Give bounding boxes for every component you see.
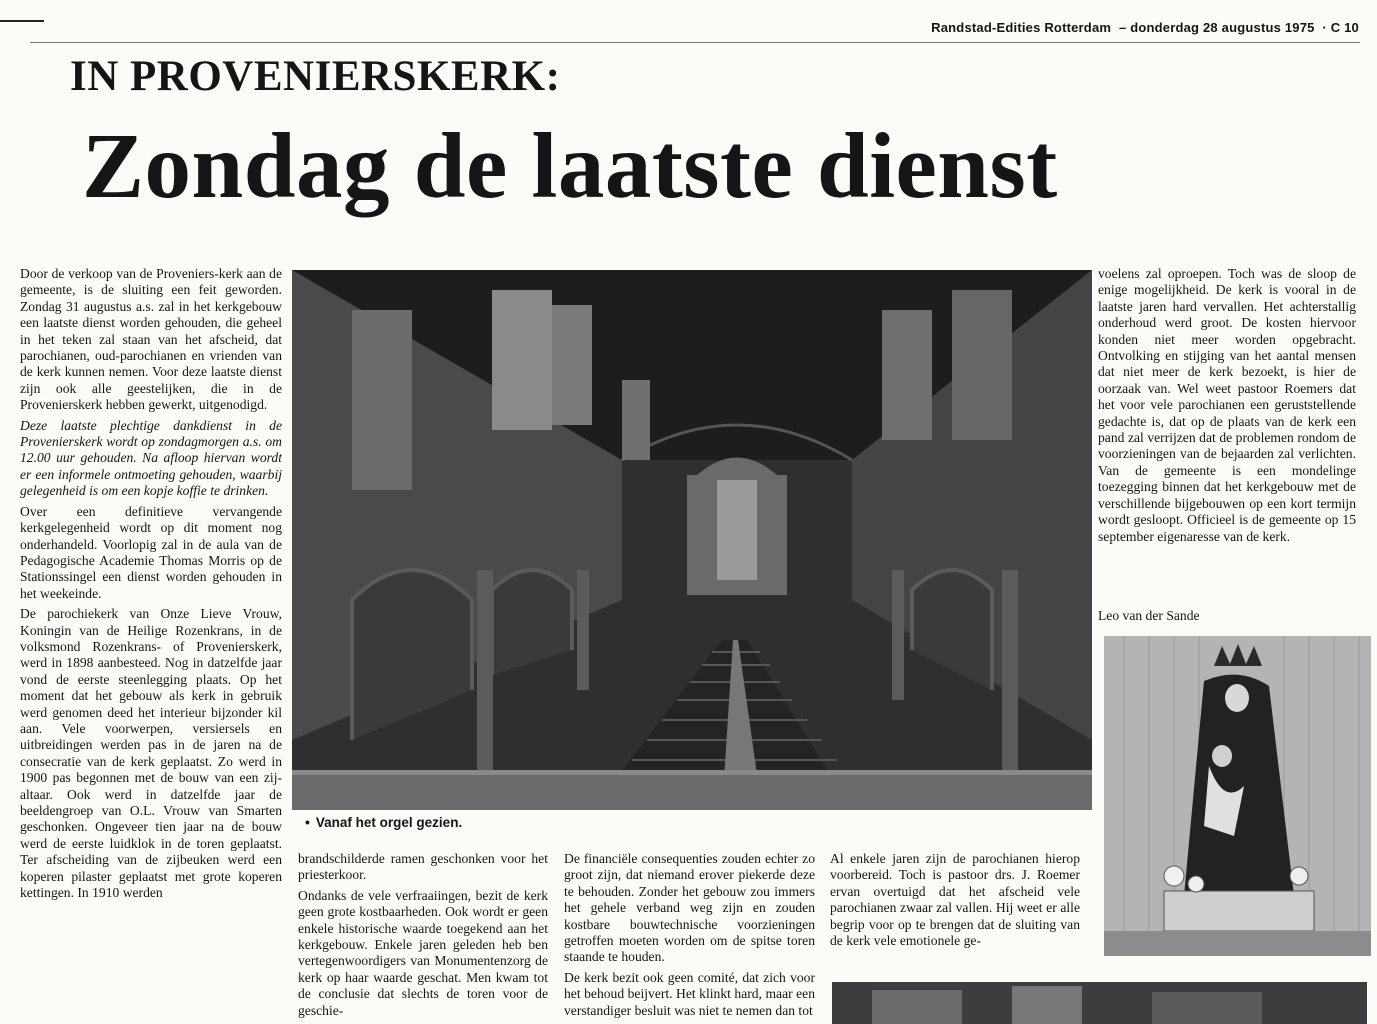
dateline: [927, 20, 1359, 35]
paragraph-italic: Deze laatste plechtige dankdienst in de Provenierskerk wordt op zondagmorgen a.s. om 12.00 uur gehouden. Na afloop hiervan wordt er een informele ontmoeting gehouden, waarbij gelegenheid is om een kopje koffie te drinken.: [20, 417, 282, 499]
article-column-3: [564, 851, 815, 1024]
statue-image: [1104, 636, 1371, 956]
paragraph: Door de verkoop van de Proveniers-kerk aan de gemeente, is de sluiting een feit geworden. Zondag 31 augustus a.s. zal in het kerkgebouw een laatste dienst worden gehouden, die geheel in het teken zal staan van het afscheid, dat parochianen, oud-parochianen en vrienden van de kerk kunnen nemen. Voor deze laatste dienst zijn ook alle geestelijken, die in de Provenierskerk hebben gewerkt, uitgenodigd.: [20, 266, 282, 413]
header-rule: [30, 42, 1360, 43]
corner-mark: [0, 20, 44, 22]
caption-bullet: •: [305, 814, 310, 830]
paragraph: voelens zal oproepen. Toch was de sloop de enige mogelijkheid. De kerk is vooral in de laatste jaren hard vervallen. Het achterstallig onderhoud werd groot. De kosten hiervoor konden niet meer worden opgebracht. Ontvolking en stijging van het aantal mensen dat niet meer de kerk bezoekt, is hier de oorzaak van. Wel weet pastoor Roemers dat het voor vele parochianen een geruststellende gedachte is, dat op de plaats van de kerk een pand zal verrijzen dat de problemen rondom de voorzieningen van de bejaarden zal verlichten. Van de gemeente is een mondelinge toezegging binnen dat het kerkgebouw met de verschillende bijgebouwen op een kort termijn wordt gesloopt. Officieel is de gemeente op 15 september eigenaresse van de kerk.: [1098, 266, 1356, 544]
paragraph: De kerk bezit ook geen comité, dat zich voor het behoud beijvert. Het klinkt hard, maar een verstandiger besluit was niet te nemen dan tot: [564, 969, 815, 1018]
caption-text: Vanaf het orgel gezien.: [315, 815, 463, 830]
article-column-2: [298, 851, 548, 1024]
paragraph: De parochiekerk van Onze Lieve Vrouw, Koningin van de Heilige Rozenkrans, in de volksmond Rozenkrans- of Provenierskerk, werd in 1898 aanbesteed. Nog in datzelfde jaar vond de eerste steenlegging plaats. Op het moment dat het gebouw als kerk in gebruik werd genomen deed het interieur bijzonder kil aan. Vele voorwerpen, versiersels en uitbreidingen werden pas in de jaren na de consecratie van de kerk geplaatst. Zo werd in 1900 pas begonnen met de bouw van een zij-altaar. Ook werd in datzelfde jaar de beeldengroep van O.L. Vrouw van Smarten geschonken. Ongeveer tien jaar na de bouw werd de eerste luidklok in de toren geplaatst. Ter afscheiding van de zijbeuken werd een koperen pilaster geplaatst met grote koperen kettingen. In 1910 werden: [20, 606, 282, 901]
photo-bottom-partial: [832, 982, 1367, 1024]
paragraph: Al enkele jaren zijn de parochianen hierop voorbereid. Toch is pastoor drs. J. Roemer ervan overtuigd dat het afscheid vele parochianen zwaar zal vallen. Hij weet er alle begrip voor op te brengen dat de sluiting van de kerk vele emotionele ge-: [830, 851, 1080, 949]
church-interior-image: [292, 270, 1092, 810]
photo-statue: [1104, 636, 1371, 956]
photo-caption: [305, 814, 462, 830]
photo-church-interior: [292, 270, 1092, 810]
author-signature: Leo van der Sande: [1098, 608, 1200, 623]
dateline-source: Randstad-Edities Rotterdam: [931, 20, 1112, 35]
dateline-page: · C 10: [1322, 20, 1359, 35]
paragraph: De financiële consequenties zouden echter zo groot zijn, dat niemand erover piekerde deze te behouden. Zonder het gebouw zou immers het gehele verband weg zijn en zouden kostbare bouwtechnische voorzieningen getroffen moeten worden om de spitse toren staande te houden.: [564, 851, 815, 965]
article-column-5: [1098, 266, 1356, 616]
paragraph: Over een definitieve vervangende kerkgelegenheid wordt op dit moment nog onderhandeld. Voorlopig zal in de aula van de Pedagogische Academie Thomas Morris op de Stationssingel een dienst worden gehouden in het weekeinde.: [20, 503, 282, 601]
kicker-heading: IN PROVENIERSKERK:: [70, 53, 561, 100]
headline: Zondag de laatste dienst: [82, 115, 1058, 218]
paragraph: brandschilderde ramen geschonken voor het priesterkoor.: [298, 851, 548, 883]
article-column-1: [20, 266, 282, 1024]
bottom-photo-image: [832, 982, 1367, 1024]
paragraph: Ondanks de vele verfraaiingen, bezit de kerk geen grote kostbaarheden. Ook wordt er geen enkele historische waarde toegekend aan het kerkgebouw. Enkele jaren geleden heb ben vertegenwoordigers van Monumentenzorg de kerk op haar waarde geschat. Men kwam tot de conclusie dat slechts de toren voor de geschie-: [298, 887, 548, 1018]
dateline-date: – donderdag 28 augustus 1975: [1118, 20, 1315, 35]
